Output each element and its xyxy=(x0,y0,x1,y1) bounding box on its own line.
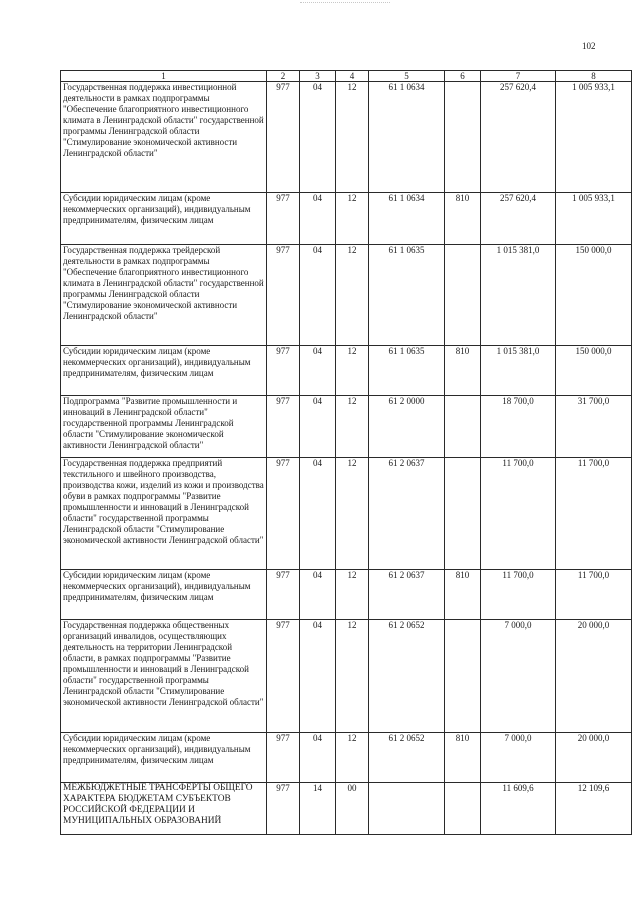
row-description: Субсидии юридическим лицам (кроме некоммерческих организаций), индивидуальным предпринимателям, физическим лицам xyxy=(61,570,267,620)
cell-section: 04 xyxy=(300,346,336,396)
cell-expense-type: 810 xyxy=(445,570,481,620)
page-number: 102 xyxy=(582,41,596,51)
cell-expense-type xyxy=(445,245,481,346)
row-description: Государственная поддержка трейдерской деятельности в рамках подпрограммы "Обеспечение благоприятного инвестиционного климата в Ленинградской области" государственной программы Ленинградской области "Стимулирование экономической активности Ленинградской области" xyxy=(61,245,267,346)
col-header-8: 8 xyxy=(556,71,632,82)
cell-subsection: 12 xyxy=(336,570,369,620)
table-row xyxy=(61,570,632,620)
table-row xyxy=(61,783,632,835)
cell-admin-code: 977 xyxy=(267,570,300,620)
cell-target-code xyxy=(369,783,445,835)
row-description: Государственная поддержка инвестиционной деятельности в рамках подпрограммы "Обеспечение благоприятного инвестиционного климата в Ленинградской области" государственной программы Ленинградской области "Стимулирование экономической активности Ленинградской области" xyxy=(61,82,267,193)
cell-admin-code: 977 xyxy=(267,733,300,783)
cell-section: 04 xyxy=(300,458,336,570)
cell-admin-code: 977 xyxy=(267,193,300,245)
cell-amount-1: 11 700,0 xyxy=(481,458,556,570)
col-header-1: 1 xyxy=(61,71,267,82)
cell-section: 04 xyxy=(300,245,336,346)
cell-admin-code: 977 xyxy=(267,245,300,346)
cell-target-code: 61 1 0635 xyxy=(369,245,445,346)
cell-amount-2: 20 000,0 xyxy=(556,733,632,783)
table-row xyxy=(61,620,632,733)
cell-subsection: 12 xyxy=(336,733,369,783)
row-description: Государственная поддержка общественных организаций инвалидов, осуществляющих деятельность на территории Ленинградской области, в рамках подпрограммы "Развитие промышленности и инноваций в Ленинградской области" государственной программы Ленинградской области "Стимулирование экономической активности Ленинградской области" xyxy=(61,620,267,733)
row-description: Субсидии юридическим лицам (кроме некоммерческих организаций), индивидуальным предпринимателям, физическим лицам xyxy=(61,733,267,783)
scan-artifact xyxy=(300,2,390,9)
cell-admin-code: 977 xyxy=(267,458,300,570)
table-row xyxy=(61,396,632,458)
cell-expense-type xyxy=(445,82,481,193)
cell-subsection: 12 xyxy=(336,620,369,733)
cell-amount-2: 11 700,0 xyxy=(556,570,632,620)
cell-section: 04 xyxy=(300,733,336,783)
cell-section: 04 xyxy=(300,396,336,458)
col-header-4: 4 xyxy=(336,71,369,82)
cell-amount-1: 257 620,4 xyxy=(481,82,556,193)
cell-expense-type xyxy=(445,396,481,458)
cell-amount-2: 150 000,0 xyxy=(556,346,632,396)
row-description: Государственная поддержка предприятий текстильного и швейного производства, производства кожи, изделий из кожи и производства обуви в рамках подпрограммы "Развитие промышленности и инноваций в Ленинградской области" государственной программы Ленинградской области "Стимулирование экономической активности Ленинградской области" xyxy=(61,458,267,570)
cell-subsection: 12 xyxy=(336,458,369,570)
cell-expense-type xyxy=(445,620,481,733)
cell-amount-2: 150 000,0 xyxy=(556,245,632,346)
cell-amount-2: 1 005 933,1 xyxy=(556,193,632,245)
cell-target-code: 61 2 0000 xyxy=(369,396,445,458)
cell-section: 14 xyxy=(300,783,336,835)
cell-amount-1: 7 000,0 xyxy=(481,620,556,733)
cell-section: 04 xyxy=(300,570,336,620)
row-description: МЕЖБЮДЖЕТНЫЕ ТРАНСФЕРТЫ ОБЩЕГО ХАРАКТЕРА БЮДЖЕТАМ СУБЪЕКТОВ РОССИЙСКОЙ ФЕДЕРАЦИИ И МУНИЦИПАЛЬНЫХ ОБРАЗОВАНИЙ xyxy=(61,783,267,835)
cell-amount-2: 31 700,0 xyxy=(556,396,632,458)
cell-amount-2: 20 000,0 xyxy=(556,620,632,733)
cell-section: 04 xyxy=(300,193,336,245)
row-description: Подпрограмма "Развитие промышленности и инноваций в Ленинградской области" государственной программы Ленинградской области "Стимулирование экономической активности Ленинградской области" xyxy=(61,396,267,458)
cell-amount-1: 1 015 381,0 xyxy=(481,245,556,346)
col-header-3: 3 xyxy=(300,71,336,82)
cell-admin-code: 977 xyxy=(267,346,300,396)
header-row xyxy=(61,71,632,82)
cell-amount-2: 11 700,0 xyxy=(556,458,632,570)
cell-subsection: 12 xyxy=(336,396,369,458)
table-row xyxy=(61,245,632,346)
table-row xyxy=(61,193,632,245)
cell-admin-code: 977 xyxy=(267,82,300,193)
cell-target-code: 61 2 0637 xyxy=(369,570,445,620)
cell-section: 04 xyxy=(300,82,336,193)
cell-amount-1: 7 000,0 xyxy=(481,733,556,783)
cell-amount-2: 12 109,6 xyxy=(556,783,632,835)
cell-admin-code: 977 xyxy=(267,396,300,458)
table-row xyxy=(61,346,632,396)
cell-amount-2: 1 005 933,1 xyxy=(556,82,632,193)
budget-table xyxy=(60,70,632,835)
table-row xyxy=(61,733,632,783)
cell-expense-type: 810 xyxy=(445,346,481,396)
row-description: Субсидии юридическим лицам (кроме некоммерческих организаций), индивидуальным предпринимателям, физическим лицам xyxy=(61,346,267,396)
cell-subsection: 12 xyxy=(336,82,369,193)
cell-admin-code: 977 xyxy=(267,620,300,733)
cell-expense-type xyxy=(445,783,481,835)
cell-target-code: 61 2 0652 xyxy=(369,620,445,733)
cell-target-code: 61 2 0637 xyxy=(369,458,445,570)
cell-subsection: 12 xyxy=(336,193,369,245)
cell-target-code: 61 1 0634 xyxy=(369,82,445,193)
cell-amount-1: 11 609,6 xyxy=(481,783,556,835)
cell-subsection: 12 xyxy=(336,346,369,396)
col-header-5: 5 xyxy=(369,71,445,82)
cell-admin-code: 977 xyxy=(267,783,300,835)
cell-amount-1: 11 700,0 xyxy=(481,570,556,620)
cell-amount-1: 1 015 381,0 xyxy=(481,346,556,396)
cell-target-code: 61 2 0652 xyxy=(369,733,445,783)
table-row xyxy=(61,82,632,193)
col-header-6: 6 xyxy=(445,71,481,82)
cell-subsection: 00 xyxy=(336,783,369,835)
cell-amount-1: 18 700,0 xyxy=(481,396,556,458)
cell-section: 04 xyxy=(300,620,336,733)
cell-expense-type xyxy=(445,458,481,570)
col-header-7: 7 xyxy=(481,71,556,82)
cell-subsection: 12 xyxy=(336,245,369,346)
row-description: Субсидии юридическим лицам (кроме некоммерческих организаций), индивидуальным предпринимателям, физическим лицам xyxy=(61,193,267,245)
cell-target-code: 61 1 0635 xyxy=(369,346,445,396)
cell-amount-1: 257 620,4 xyxy=(481,193,556,245)
col-header-2: 2 xyxy=(267,71,300,82)
table-row xyxy=(61,458,632,570)
cell-expense-type: 810 xyxy=(445,733,481,783)
cell-target-code: 61 1 0634 xyxy=(369,193,445,245)
cell-expense-type: 810 xyxy=(445,193,481,245)
